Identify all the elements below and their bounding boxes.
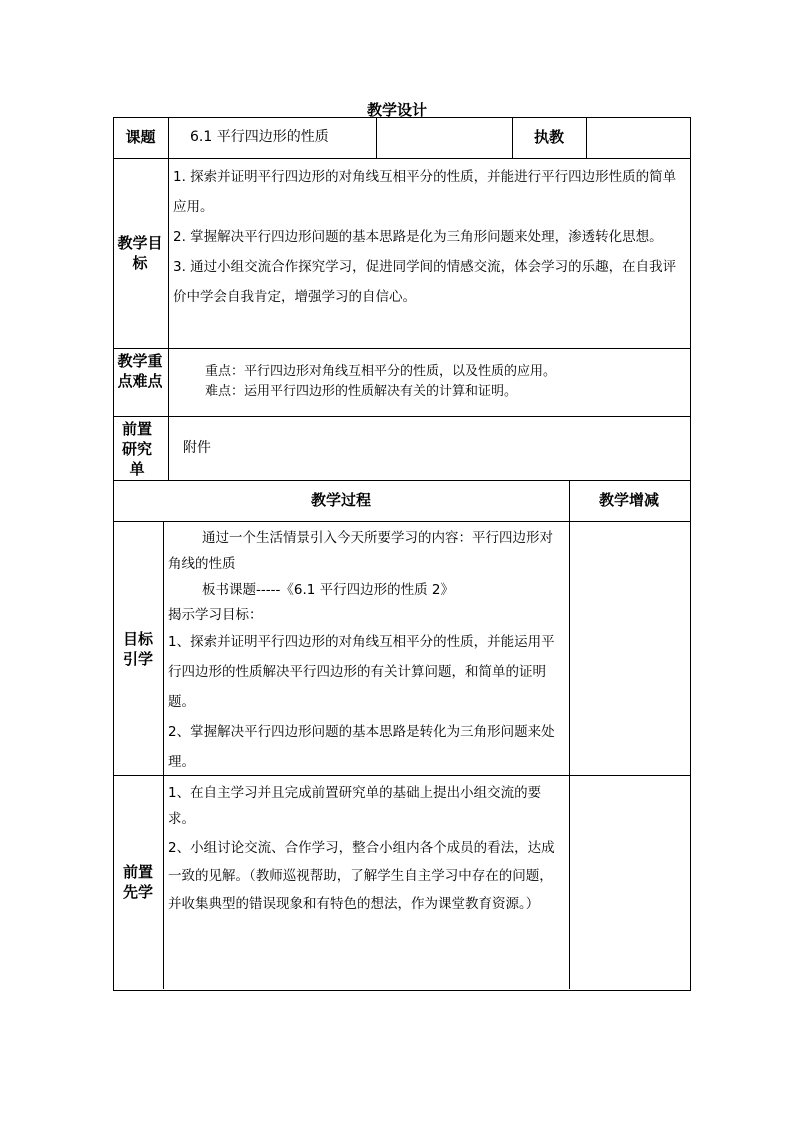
topic-label: 课题	[125, 128, 156, 146]
key-points-content	[205, 362, 685, 412]
objectives-label: 教学目标	[117, 234, 163, 272]
col-divider	[376, 117, 377, 158]
row-divider	[113, 416, 690, 417]
section-line: 揭示学习目标：	[168, 607, 263, 623]
topic-value: 6.1 平行四边形的性质	[190, 129, 329, 145]
teacher-value	[586, 117, 689, 158]
section-label-goal: 目标引学	[122, 630, 153, 668]
section-line: 板书课题-----《6.1 平行四边形的性质 2》	[202, 582, 454, 598]
section-line: 2、小组讨论交流、合作学习，整合小组内各个成员的看法，达成一致的见解。（教师巡视帮助，了解学生自主学习中存在的问题，并收集典型的错误现象和有特色的想法，作为课堂教育资源。）	[168, 840, 555, 912]
section-line: 1、探索并证明平行四边形的对角线互相平分的性质，并能运用平行四边形的性质解决平行四边形的有关计算问题，和简单的证明题。	[168, 634, 555, 710]
objective-item: 1. 探索并证明平行四边形的对角线互相平分的性质，并能进行平行四边形性质的简单应用。	[173, 169, 677, 215]
col-divider	[569, 480, 570, 989]
col-divider	[163, 521, 164, 989]
focus-text: 重点：平行四边形对角线互相平分的性质，以及性质的应用。	[205, 364, 557, 379]
objective-item: 2. 掌握解决平行四边形问题的基本思路是化为三角形问题来处理，渗透转化思想。	[173, 229, 663, 245]
document-title: 教学设计	[366, 101, 427, 119]
key-points-label: 教学重点难点	[117, 352, 163, 390]
objective-item: 3. 通过小组交流合作探究学习，促进同学间的情感交流，体会学习的乐趣，在自我评价中学会自我肯定，增强学习的自信心。	[173, 259, 677, 305]
row-divider	[113, 348, 690, 349]
process-header: 教学过程	[310, 491, 371, 509]
section-line: 1、在自主学习并且完成前置研究单的基础上提出小组交流的要求。	[168, 785, 542, 827]
preview-value: 附件	[183, 440, 211, 456]
col-divider	[168, 117, 169, 158]
section-line: 2、掌握解决平行四边形问题的基本思路是转化为三角形问题来处理。	[168, 724, 555, 770]
row-divider	[113, 158, 690, 159]
section-label-preview: 前置先学	[122, 863, 153, 901]
col-divider	[168, 158, 169, 480]
section-line: 通过一个生活情景引入今天所要学习的内容：平行四边形对角线的性质	[168, 530, 553, 572]
preview-label: 前置研究单	[121, 420, 152, 478]
row-divider	[113, 521, 690, 522]
section-content-goal	[168, 525, 565, 773]
objectives-list	[173, 162, 685, 346]
teacher-label: 执教	[533, 128, 564, 146]
section-content-preview	[168, 780, 565, 980]
difficulty-text: 难点：运用平行四边形的性质解决有关的计算和证明。	[205, 384, 518, 399]
adjust-header: 教学增减	[598, 491, 659, 509]
